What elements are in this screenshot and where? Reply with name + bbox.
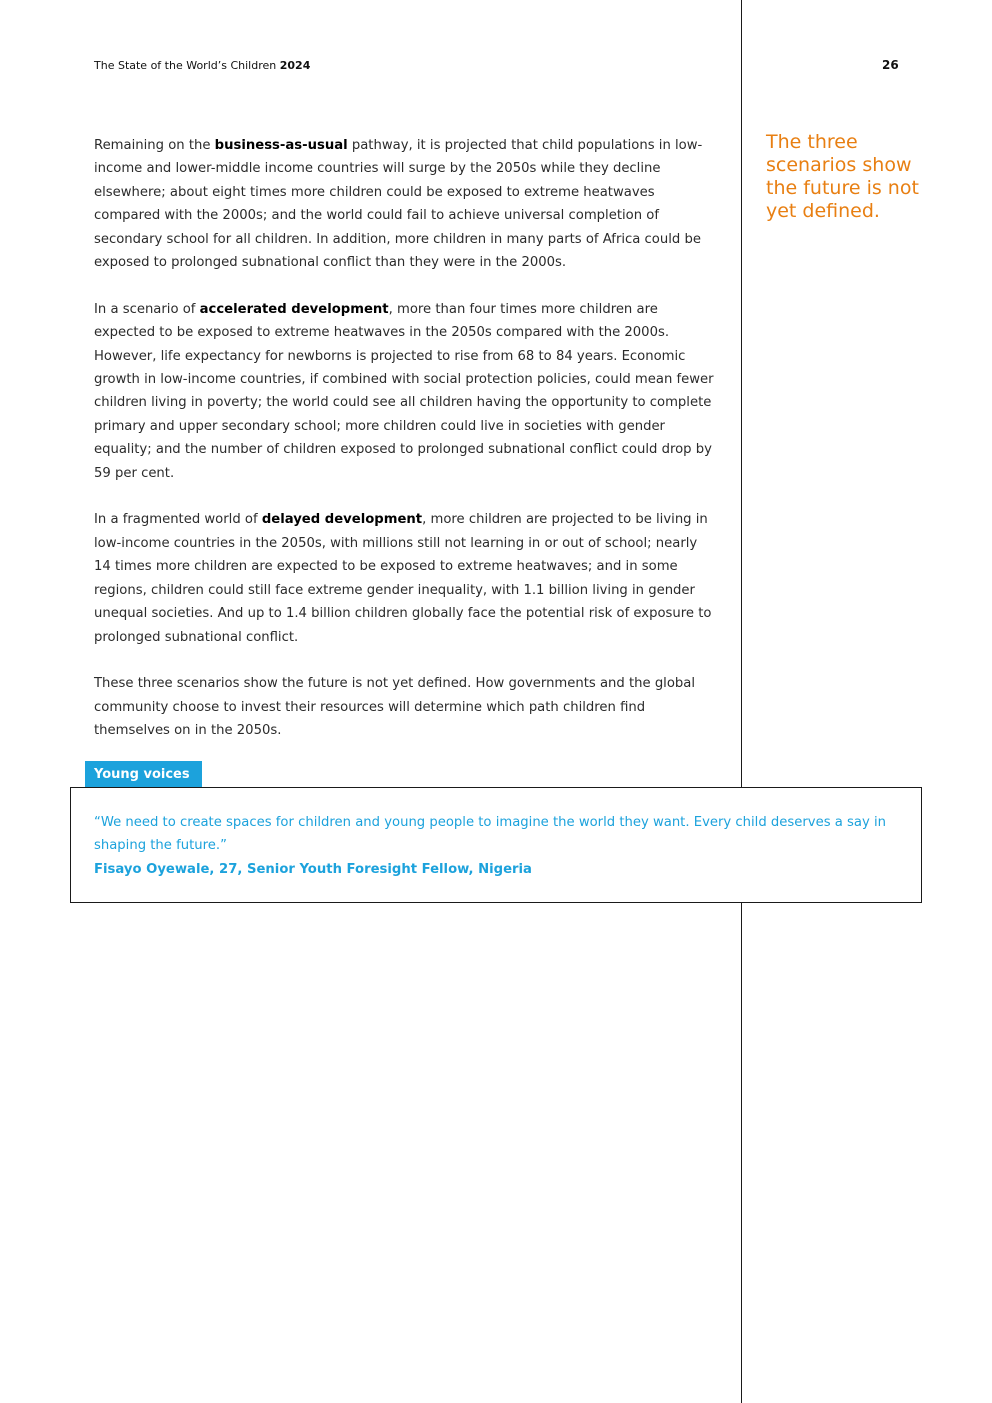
young-voices-box	[70, 787, 922, 903]
paragraph-business-as-usual	[94, 134, 714, 274]
young-voices-attribution: Fisayo Oyewale, 27, Senior Youth Foresight Fellow, Nigeria	[94, 862, 532, 877]
body-text	[94, 134, 714, 766]
paragraph-lead: In a fragmented world of	[94, 512, 262, 528]
running-header	[94, 58, 310, 74]
paragraph-accelerated-development	[94, 298, 714, 485]
young-voices-label: Young voices	[85, 761, 202, 788]
paragraph-rest: , more children are projected to be living in low-income countries in the 2050s, with millions still not learning in or out of school; nearly 14 times more children are expected to be exposed to extreme heatwaves; and in some regions, children could still face extreme gender inequality, with 1.1 billion living in gender unequal societies. And up to 1.4 billion children globally face the potential risk of exposure to prolonged subnational conflict.	[94, 512, 712, 645]
scenario-term: accelerated development	[199, 301, 389, 317]
paragraph-rest: pathway, it is projected that child populations in low-income and lower-middle income countries will surge by the 2050s while they decline elsewhere; about eight times more children could be exposed to extreme heatwaves compared with the 2000s; and the world could fail to achieve universal completion of secondary school for all children. In addition, more children in many parts of Africa could be exposed to prolonged subnational conflict than they were in the 2000s.	[94, 138, 703, 271]
paragraph-conclusion: These three scenarios show the future is not yet defined. How governments and the global community choose to invest their resources will determine which path children find themselves on in the 2050s.	[94, 676, 696, 739]
publication-year: 2024	[279, 59, 311, 72]
paragraph-lead: Remaining on the	[94, 138, 215, 153]
page-number: 26	[882, 58, 899, 72]
column-divider-line	[741, 0, 742, 1403]
young-voices-quote: “We need to create spaces for children and young people to imagine the world they want. Every child deserves a say in shaping the future.”	[94, 815, 887, 854]
paragraph-lead: In a scenario of	[94, 301, 200, 317]
scenario-term: delayed development	[261, 512, 423, 528]
pull-quote: The three scenarios show the future is not yet defined.	[766, 131, 919, 222]
paragraph-rest: , more than four times more children are expected to be exposed to extreme heatwaves in the 2050s compared with the 2000s. However, life expectancy for newborns is projected to rise from 68 to 84 years. Economic growth in low-income countries, if combined with social protection policies, could mean fewer children living in poverty; the world could see all children having the opportunity to complete primary and upper secondary school; more children could live in societies with gender equality; and the number of children exposed to prolonged subnational conflict could drop by 59 per cent.	[94, 301, 714, 481]
publication-title: The State of the World’s Children	[94, 59, 277, 72]
paragraph-delayed-development	[94, 508, 714, 648]
scenario-term: business-as-usual	[214, 138, 348, 153]
